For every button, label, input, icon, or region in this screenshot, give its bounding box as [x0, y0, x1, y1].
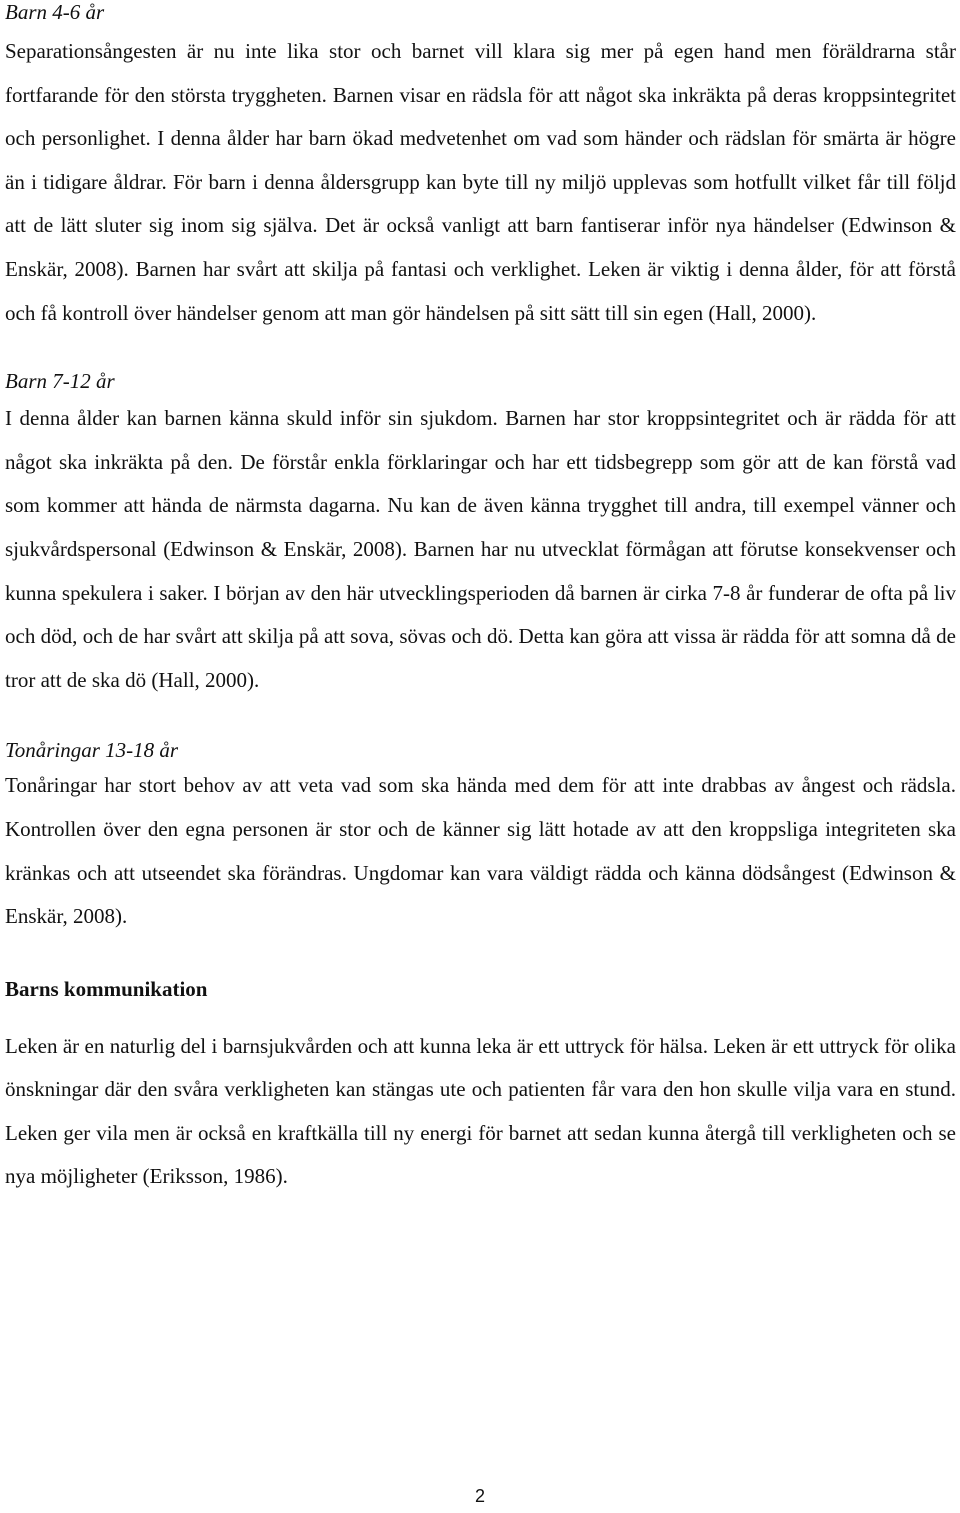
- section-paragraph-barn-4-6: Separationsångesten är nu inte lika stor och barnet vill klara sig mer på egen hand men föräldrarna står fortfarande för den största tryggheten. Barnen visar en rädsla för att något ska inkräkta på deras kroppsintegritet och personlighet. I denna ålder har barn ökad medvetenhet om vad som händer och rädslan för smärta är högre än i tidigare åldrar. För barn i denna åldersgrupp kan byte till ny miljö upplevas som hotfullt vilket får till följd att de lätt sluter sig inom sig själva. Det är också vanligt att barn fantiserar inför nya händelser (Edwinson & Enskär, 2008). Barnen har svårt att skilja på fantasi och verklighet. Leken är viktig i denna ålder, för att förstå och få kontroll över händelser genom att man gör händelsen på sitt sätt till sin egen (Hall, 2000).: [5, 39, 956, 325]
- section-heading-tonaringar: Tonåringar 13-18 år: [5, 738, 179, 763]
- section-heading-barn-7-12: Barn 7-12 år: [5, 369, 115, 394]
- document-page: [5, 0, 956, 1199]
- section-paragraph-barns-kommunikation: Leken är en naturlig del i barnsjukvården och att kunna leka är ett uttryck för hälsa. Leken är ett uttryck för olika önskningar där den svåra verkligheten kan stängas ute och patienten får vara den hon skulle vilja vara en stund. Leken ger vila men är också en kraftkälla till ny energi för barnet att sedan kunna återgå till verkligheten och se nya möjligheter (Eriksson, 1986).: [5, 1033, 956, 1189]
- section-paragraph-barn-7-12: I denna ålder kan barnen känna skuld inför sin sjukdom. Barnen har stor kroppsintegritet och är rädda för att något ska inkräkta på den. De förstår enkla förklaringar och har ett tidsbegrepp som gör att de kan förstå vad som kommer att hända de närmsta dagarna. Nu kan de även känna trygghet till andra, till exempel vänner och sjukvårdspersonal (Edwinson & Enskär, 2008). Barnen har nu utvecklat förmågan att förutse konsekvenser och kunna spekulera i saker. I början av den här utvecklingsperioden då barnen är cirka 7-8 år funderar de ofta på liv och död, och de har svårt att skilja på att sova, sövas och dö. Detta kan göra att vissa är rädda för att somna då de tror att de ska dö (Hall, 2000).: [5, 406, 956, 692]
- section-paragraph-tonaringar: Tonåringar har stort behov av att veta vad som ska hända med dem för att inte drabbas av ångest och rädsla. Kontrollen över den egna personen är stor och de känner sig lätt hotade av att den kroppsliga integriteten ska kränkas och att utseendet ska förändras. Ungdomar kan vara väldigt rädda och känna dödsångest (Edwinson & Enskär, 2008).: [5, 773, 956, 929]
- page-number: 2: [474, 1486, 485, 1506]
- section-heading-barns-kommunikation: Barns kommunikation: [5, 976, 208, 1001]
- section-heading-barn-4-6: Barn 4-6 år: [5, 0, 105, 24]
